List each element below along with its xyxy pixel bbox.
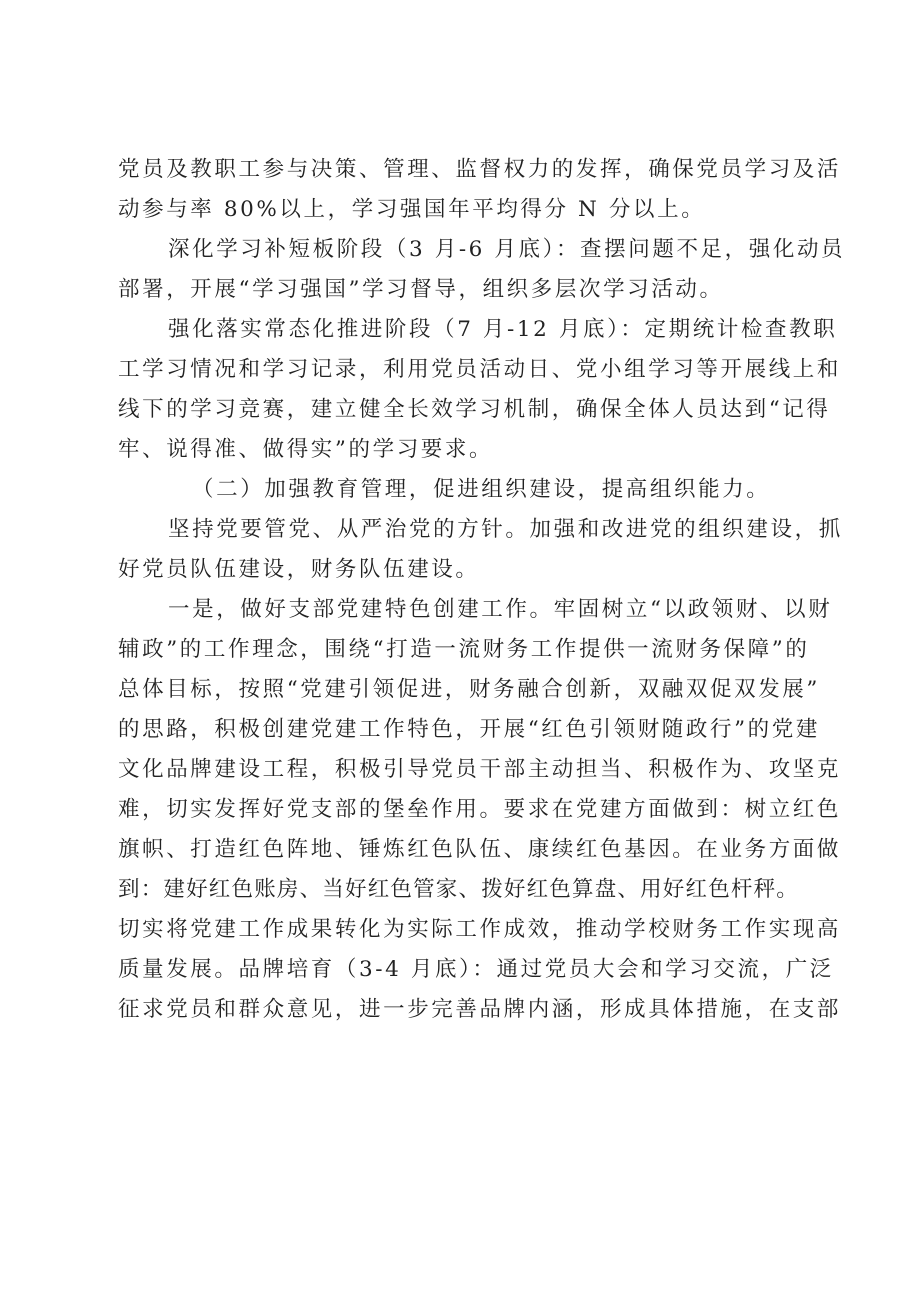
text-line: 难，切实发挥好党支部的堡垒作用。要求在党建方面做到：树立红色	[118, 797, 842, 822]
text-line: 动参与率 80%以上，学习强国年平均得分 N 分以上。	[118, 197, 706, 222]
text-line: 到：建好红色账房、当好红色管家、拨好红色算盘、用好红色杆秤。	[118, 877, 800, 902]
text-line: 征求党员和群众意见，进一步完善品牌内涵，形成具体措施，在支部	[118, 997, 842, 1022]
text-line: 切实将党建工作成果转化为实际工作成效，推动学校财务工作实现高	[118, 917, 842, 942]
text-line: 工学习情况和学习记录，利用党员活动日、党小组学习等开展线上和	[118, 357, 842, 382]
text-line: 党员及教职工参与决策、管理、监督权力的发挥，确保党员学习及活	[118, 157, 842, 182]
text-line: 质量发展。品牌培育（3-4 月底）：通过党员大会和学习交流，广泛	[118, 957, 834, 982]
text-line: 部署，开展“学习强国”学习督导，组织多层次学习活动。	[118, 277, 724, 302]
text-line: 的思路，积极创建党建工作特色，开展“红色引领财随政行”的党建	[118, 717, 820, 742]
text-line: 一是，做好支部党建特色创建工作。牢固树立“以政领财、以财	[168, 597, 833, 622]
body-text	[118, 150, 846, 1030]
text-line: 强化落实常态化推进阶段（7 月-12 月底）：定期统计检查教职	[168, 317, 838, 342]
text-line: 好党员队伍建设，财务队伍建设。	[118, 557, 480, 582]
text-line: 坚持党要管党、从严治党的方针。加强和改进党的组织建设，抓	[168, 517, 843, 542]
text-line: 总体目标，按照“党建引领促进，财务融合创新，双融双促双发展”	[118, 677, 820, 702]
text-line: 辅政”的工作理念，围绕“打造一流财务工作提供一流财务保障”的	[118, 637, 810, 662]
text-line: 深化学习补短板阶段（3 月-6 月底）：查摆问题不足，强化动员	[168, 237, 846, 262]
text-line: 旗帜、打造红色阵地、锤炼红色队伍、康续红色基因。在业务方面做	[118, 837, 842, 862]
text-line: 牢、说得准、做得实”的学习要求。	[118, 437, 494, 462]
text-line: 文化品牌建设工程，积极引导党员干部主动担当、积极作为、攻坚克	[118, 757, 842, 782]
section-heading: （二）加强教育管理，促进组织建设，提高组织能力。	[192, 477, 771, 502]
text-line: 线下的学习竞赛，建立健全长效学习机制，确保全体人员达到“记得	[118, 397, 831, 422]
